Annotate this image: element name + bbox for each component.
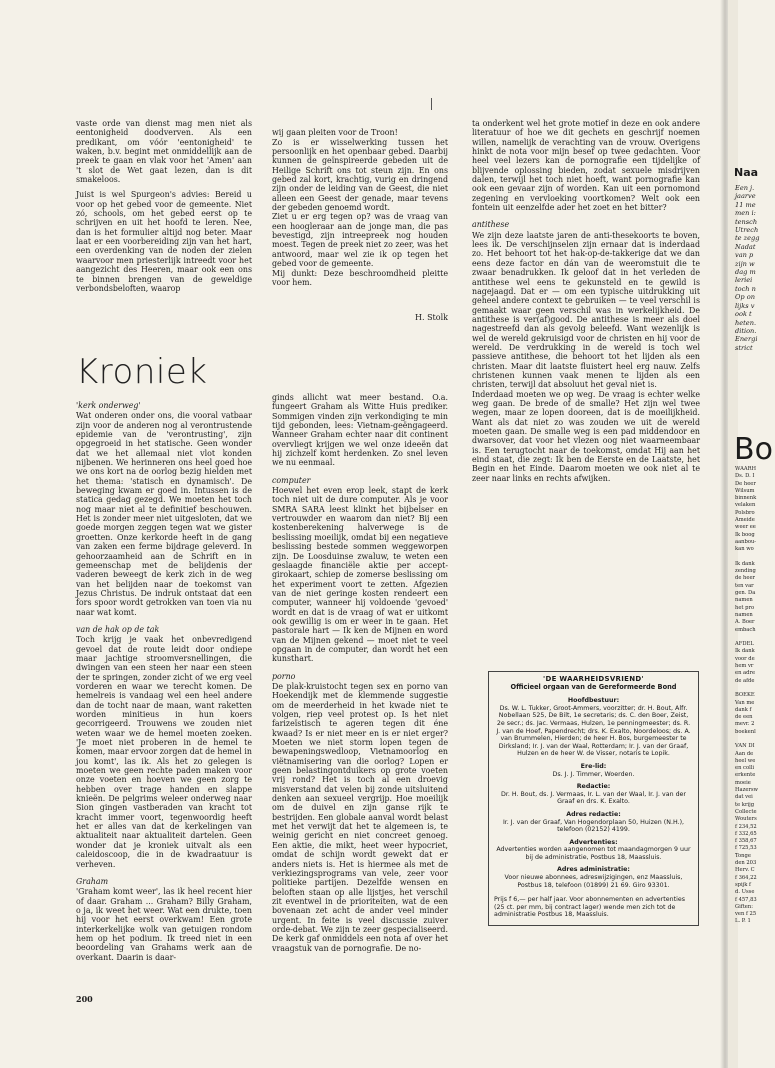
facing-page-small-line: f 358,67	[735, 838, 757, 845]
colophon-title: 'DE WAARHEIDSVRIEND'	[543, 675, 644, 683]
facing-page-small-text	[735, 466, 775, 926]
facing-page-small-line: kan wo	[735, 546, 754, 553]
facing-page-small-line: dat vei	[735, 794, 753, 801]
colophon-section-body: Ds. J. J. Timmer, Woerden.	[552, 770, 635, 778]
facing-page-small-line: voor de	[735, 655, 755, 662]
facing-page-small-line: WAARH	[735, 466, 756, 472]
kroniek-column-1	[76, 393, 252, 968]
kroniek-subheading: antithese	[472, 220, 510, 230]
kroniek-paragraph: ginds allicht wat meer bestand. O.a. fungeert Graham als Witte Huis prediker. Sommigen vinden zijn verkondiging te min tijd gebonden, lees: Vietnam-geëngageerd. Wanneer Graham echter naar dit continent overvliegt krijgen we wel onze ideeën dat hij zichzelf komt herdenken. Zo snel leven we nu eenmaal.	[272, 393, 448, 468]
colophon-section-body: Voor nieuwe abonnees, adreswijzigingen, enz Maassluis, Postbus 18, telefoon (01899) 21 69. Giro 93301.	[504, 874, 683, 889]
kroniek-column-3	[472, 119, 700, 489]
kroniek-subheading: porno	[272, 671, 296, 681]
facing-page-small-line	[735, 554, 775, 561]
kroniek-subheading: Graham	[76, 876, 109, 886]
facing-page-italic-line: toch n	[735, 284, 756, 293]
facing-page-small-line: spijk f	[735, 881, 751, 888]
facing-page-small-line: Hazersw	[735, 787, 759, 794]
kroniek-paragraph: Toch krijg je vaak het onbevredigend gevoel dat de route leidt door ondiepe maar jachtige stroomversnellingen, die dwingen van een steen her naar een steen der te springen, zonder zicht of we erg veel vorderen en waar we terecht komen. De hemelreis is vandaag wel een heel andere dan de tocht naar de maan, want raketten worden minitieus in hun koers gecorrigeerd. Trouwens we zouden niet weten waar we de hemel moeten zoeken. 'Je moet niet proberen in de hemel te komen, maar ervoor zorgen dat de hemel in jou komt', las ik. Als het zo gelegen is moeten we geen rechte paden maken voor onze voeten en hoeven we geen zorg te hebben over trage handen en slappe knieën. De pelgrims weleer onderweg naar Sion gingen vastberaden van kracht tot kracht immer voort, tegenwoordig heeft het er alles van dat de kerkelingen van aktualiteit naar aktualiteit dartelen. Geen wonder dat je kroniek uitvalt als een caleidoscoop, die in de kwadraatuur is verheven.	[76, 635, 252, 869]
kroniek-column-2	[272, 393, 448, 959]
colophon-subtitle: Officieel orgaan van de Gereformeerde Bond	[510, 682, 677, 691]
facing-page-italic-line: lijks v	[735, 301, 755, 310]
facing-page-small-line: heel we	[735, 757, 756, 764]
facing-page-italic-line: ook t	[735, 310, 752, 319]
facing-page-small-line: Aan de	[735, 750, 754, 757]
facing-page-italic-line: Op on	[735, 293, 755, 302]
facing-page-italic-line: Energi	[735, 335, 758, 344]
colophon-section-heading: Adres administratie:	[557, 866, 630, 874]
facing-page-small-line: den 203	[735, 860, 757, 867]
facing-page-italic-line: leriei	[735, 276, 753, 285]
facing-page-small-line: Ameide	[735, 517, 755, 524]
facing-page-small-line: embach	[735, 626, 756, 633]
facing-page-small-line: Ik dank	[735, 560, 755, 567]
facing-page-small-line: Tonge	[735, 852, 751, 859]
kroniek-paragraph: Hoewel het even erop leek, stapt de kerk toch niet uit de dure computer. Als je voor SMRA SARA leest klinkt het bijbelser en vertrouwder en waarom dan niet? Bij een kostenberekening halverwege is de beslissing moeilijk, omdat bij een negatieve beslissing bestede sommen weggeworpen zijn. De Loosduinse zwaluw, te weten een geslaagde financiële aktie per accept-girokaart, schiep de zomerse beslissing om het experiment voort te zetten. Afgezien van de niet geringe kosten rendeert een computer, wanneer hij voldoende 'gevoed' wordt en dat is de vraag of wat er uitkomt ook gewillig is om er weer in te gaan. Het pastorale hart — Ik ken de Mijnen en word van de Mijnen gekend — moet niet te veel opgaan in de computer, dan wordt het een kunsthart.	[272, 486, 448, 664]
facing-page-small-line: erkente	[735, 772, 756, 779]
colophon-section-body: Dr. H. Bout, ds. J. Vermaas, Ir. L. van der Waal, Ir. J. van der Graaf en drs. K. Exalto.	[500, 790, 687, 806]
article-paragraph: wij gaan pleiten voor de Troon! Zo is er wisselwerking tussen het persoonlijk en het openbaar gebed. Daarbij kunnen de geïnspireerde gebeden uit de Heilige Schrift ons tot steun zijn. En ons gebed zal kort, krachtig, vurig en dringend zijn onder de leiding van de Geest, die niet alleen een Geest der genade, maar tevens der gebeden genoemd wordt. Ziet u er erg tegen op? was de vraag van een hoogleraar aan de jonge man, die pas bevestigd, zijn intreepreek nog houden moest. Tegen de preek niet zo zeer, was het antwoord, maar wel zie ik op tegen het gebed voor de gemeente. Mij dunkt: Deze beschroomdheid pleitte voor hem.	[272, 128, 448, 287]
facing-page-small-line: Wilsum	[735, 487, 755, 494]
colophon-section-heading: Hoofdbestuur:	[567, 697, 620, 705]
article-column-2	[272, 119, 448, 331]
facing-page-small-line: aanbou-	[735, 538, 757, 545]
facing-page-italic-line: 11 me	[735, 200, 756, 209]
facing-page-italic-line: zijn w	[735, 259, 755, 268]
page-number: 200	[76, 994, 93, 1004]
kroniek-subheading: van de hak op de tak	[76, 624, 160, 634]
facing-page-small-line: Wouters	[735, 816, 757, 823]
facing-page-small-line: d. Usse	[735, 889, 755, 896]
facing-page-small-line	[735, 634, 775, 641]
colophon-section-heading: Redactie:	[576, 783, 611, 791]
facing-page-italic-text	[735, 184, 775, 352]
colophon-section-heading: Ere-lid:	[580, 762, 607, 770]
facing-page-small-line: de heer	[735, 575, 756, 582]
facing-page-italic-line: strict	[735, 343, 753, 352]
section-title-kroniek: Kroniek	[76, 352, 208, 392]
facing-page-italic-line: Utrech	[735, 226, 759, 235]
facing-page-italic-line: jaarve	[735, 192, 756, 201]
facing-page-small-line: en adre	[735, 670, 756, 677]
facing-page-small-line: moeie	[735, 779, 751, 786]
colophon-sections	[494, 697, 693, 889]
kroniek-paragraph: Wat onderen onder ons, die vooral vatbaar zijn voor de anderen nog al verontrustende epidemie van de 'verontrusting', zijn opgegroeid in het statische. Geen wonder dat we het allemaal niet vlot konden nijbenen. We herinneren ons heel goed hoe we ons kort na de oorlog bezig hielden met het thema: 'statisch en dynamisch'. De beweging kwam er goed in. Intussen is de statica gedag gezegd. We moeten het toch nog maar niet al te definitief beschouwen. Het is zonder meer niet uitgesloten, dat we goede morgen zeggen tegen wat we gister groetten. Onze kerkorde heeft in de gang van zaken een ferme bijdrage geleverd. In gehoorzaamheid aan de Schrift en in gemeenschap met de belijdenis der vaderen beweegt de kerk zich in de weg van het belijden naar de toekomst van Jezus Christus. De indruk ontstaat dat een fors spoor wordt getrokken van toen via nu naar wat komt.	[76, 411, 252, 617]
facing-page-small-line: AFDEL	[735, 641, 754, 648]
colophon-section-heading: Advertenties:	[569, 838, 618, 846]
facing-page-small-line: hem vr	[735, 663, 754, 670]
facing-page-italic-line: van p	[735, 251, 754, 260]
facing-page-small-line: A. Boer	[735, 619, 755, 626]
facing-page-small-line: Herv. C	[735, 867, 755, 874]
facing-page-small-line: De heer	[735, 480, 756, 487]
facing-page-small-line: f 457,83	[735, 896, 757, 903]
facing-page-big-heading: Bo	[734, 432, 773, 467]
facing-page-small-line: BOEKE	[735, 692, 755, 699]
facing-page-small-line: het pro	[735, 604, 755, 611]
kroniek-paragraph: ta onderkent wel het grote motief in deze en ook andere literatuur of hoe we dit gechets en geschrijf noemen willen, namelijk de verachting van de vrouw. Overigens hinkt de nota voor mijn besef op twee gedachten. Voor heel veel lezers kan de pornografie een tijdelijke of blijvende oplossing bieden, zodat sexuele misdrijven dalen, terwijl het toch niet hoeft, want pornografie kan ook een gevaar zijn of worden. Kan uit een pornomond zegening en vervloeking voortkomen? Welt ook een fontein uit eenzelfde ader het zoet en het bitter?	[472, 119, 700, 213]
facing-page-small-line: namen	[735, 611, 753, 618]
facing-page-small-line	[735, 685, 775, 692]
kroniek-paragraph: De plak-kruistocht tegen sex en porno van Hoekendijk met de klemmende suggestie om de meerderheid in het kwade niet te volgen, riep veel protest op. Is het niet farizeïstisch te ageren tegen dit éne kwaad? Is er niet meer en is er niet erger? Moeten we niet storm lopen tegen de bewapeningswedloop, Vietnamoorlog en viëtnamisering van die oorlog? Lopen er geen belastingontduikers op grote voeten vrij rond? Het is toch al een droevig misverstand dat velen bij zonde uitsluitend denken aan sexueel vergrijp. Hoe moeilijk om de duivel en zijn ganse rijk te bestrijden. Een globale aanval wordt belast met het verwijt dat het te algemeen is, te weinig gericht en niet concreet genoeg. Een aktie, die mikt, heet weer hypocriet, omdat de schijn wordt gewekt dat er anders niets is. Het is hiermee als met de verkiezingsprograms van vele, zeer voor politieke partijen. Dezelfde wensen en beloften staan op alle lijstjes, het verschil zit eventwel in de prioriteiten, wat de een bovenaan zet acht de ander veel minder urgent. In feite is veel discussie zuiver orde-debat. We zijn te zeer gespecialiseerd. De kerk gaf onmiddels een nota af over het vraagstuk van de pornografie. De no-	[272, 681, 448, 953]
facing-page-small-line: zending	[735, 568, 756, 575]
facing-page-italic-line: Nadat	[735, 242, 756, 251]
facing-page-italic-line: te zegg	[735, 234, 760, 243]
facing-page-small-line: Ds. D. I	[735, 473, 755, 480]
article-column-2-text	[272, 128, 448, 287]
facing-page-heading: Naa	[734, 166, 759, 179]
facing-page-small-line: Polsbro	[735, 509, 755, 516]
facing-page-italic-line: heten.	[735, 318, 757, 327]
kroniek-paragraph: 'Graham komt weer', las ik heel recent hier of daar. Graham ... Graham? Billy Graham, o ja, ik weet het weer. Wat een drukte, toen hij voor het eerst overkwam! Een grote interkerkelijke wolk van getuigen rondom hem op het podium. Ik treed niet in een beoordeling van Grahams werk aan de overkant. Daarin is daar-	[76, 887, 252, 962]
facing-page-small-line: VAN DI	[735, 743, 755, 750]
kroniek-subheading: computer	[272, 475, 311, 485]
facing-page-italic-line: dition.	[735, 326, 757, 335]
column-rule-mark	[431, 98, 432, 110]
facing-page-small-line: de afde	[735, 677, 755, 684]
facing-page-small-line: Ik dank	[735, 648, 755, 655]
facing-page-small-line: binnenk	[735, 495, 757, 502]
facing-page-small-line: Collecte	[735, 808, 757, 815]
facing-page-small-line: mevr. 2	[735, 721, 755, 728]
facing-page-small-line: namen	[735, 597, 753, 604]
facing-page-italic-line: men i:	[735, 209, 756, 218]
kroniek-paragraph: We zijn deze laatste jaren de anti-thesekoorts te boven, lees ik. De verschijnselen zijn ernaar dat is inderdaad zo. Het behoort tot het hak-op-de-takkerige dat we dan eens deze factor en dán van de weeromstuit die te zwaar benadrukken. Ik geloof dat in het verleden de antithese wel eens te gekunsteld en te gewild is nagejaagd. Dat er — om een typische uitdrukking uit geheel andere context te gebruiken — te veel verschil is gemaakt waar geen verschil was in werkelijkheid. De antithese is ver(af)good. De antithese is meer als doel nagestreefd dan als gevolg beleefd. Want wezenlijk is wel de wereld gekruisigd voor de christen en hij voor de wereld. De verdrukking in de wereld is toch wel passieve antithese, die behoort tot het lijden als een christen. Maar dit laatste fluistert heel erg nauw. Zelfs christenen kunnen vaak menen te lijden als een christen, terwijl dat absoluut het geval niet is. Inderdaad moeten we op weg. De vraag is echter welke weg gaan. De brede of de smalle? Het zijn wel twee wegen, maar ze lopen dooreen, dat is de moeilijkheid. Want als dat niet zo was zouden we uit de wereld moeten gaan. De smalle weg is een pad middendoor en dwarsover, dat voor het vlezen oog niet waarneembaar is. Een terugtocht naar de toekomst, omdat Hij aan het eind staat, die zegt: Ik ben de Eerste en de Laatste, het Begin en het Einde. Daarom moeten we ook niet al te zeer naar links en rechts afwijken.	[472, 230, 700, 483]
colophon-section-body: Ir. J. van der Graaf, Van Hogendorplaan 50, Huizen (N.H.), telefoon (02152) 4199.	[502, 818, 685, 834]
facing-page-small-line: ven f 25	[735, 911, 757, 918]
colophon-section-heading: Adres redactie:	[566, 810, 621, 818]
facing-page-small-line: ten var	[735, 582, 754, 589]
author-signature: H. Stolk	[415, 312, 448, 322]
facing-page-small-line: L. P. 1	[735, 918, 751, 925]
facing-page-small-line: gen. Da	[735, 590, 756, 597]
colophon-box	[488, 671, 699, 926]
facing-page-small-line: f 364,22	[735, 874, 757, 881]
facing-page-small-line: te krijg	[735, 801, 755, 808]
facing-page-small-line: velaken	[735, 502, 756, 509]
facing-page-small-line: de een	[735, 714, 753, 721]
article-paragraph: vaste orde van dienst mag men niet als eentonigheid doodverven. Als een predikant, om vóór 'eentonigheid' te waken, b.v. begint met onmiddellijk aan de preek te gaan en vlak voor het 'Amen' aan 't slot de Wet gaat lezen, dan is dit smakeloos.	[76, 119, 252, 185]
article-column-1	[76, 119, 252, 299]
facing-page-small-line: boekenl	[735, 728, 756, 735]
facing-page-small-line: f 234,52	[735, 823, 757, 830]
facing-page-italic-line: dag m	[735, 268, 756, 277]
facing-page-small-line: en colli	[735, 765, 755, 772]
facing-page-small-line	[735, 736, 775, 743]
facing-page-small-line: weer ee	[735, 524, 756, 531]
facing-page-italic-line: Een j.	[735, 184, 755, 192]
colophon-section-body: Ds. W. L. Tukker, Groot-Ammers, voorzitter; dr. H. Bout, Alfr. Nobellaan 525, De Bilt, 1e secretaris; ds. C. den Boer, Zeist, 2e secr.; ds. Jac. Vermaas, Hulzen, 1e penningmeester; ds. R. J. van de Hoef, Papendrecht; drs. K. Exalto, Noordeloos; ds. A. van Brummelen, Hierden; de heer H. Bos, burgemeester te Dirksland; Ir. J. van der Waal, Rotterdam; Ir. J. van der Graaf, Hulzen en de heer W. de Visser, notaris te Lopik.	[496, 704, 691, 758]
facing-page-small-line: Van me	[735, 699, 755, 706]
facing-page-small-line: Ik boog	[735, 531, 755, 538]
facing-page-small-line: Giften:	[735, 903, 753, 910]
facing-page-small-line: f 332,65	[735, 830, 757, 837]
facing-page-small-line: f 725,53	[735, 845, 757, 852]
colophon-price: Prijs f 6,— per half jaar. Voor abonnementen en advertenties (25 ct. per mm, bij contract lager) wende men zich tot de administratie Postbus 18, Maassluis.	[494, 896, 685, 919]
colophon-section-body: Advertenties worden aangenomen tot maandagmorgen 9 uur bij de administratie, Postbus 18, Maassluis.	[496, 846, 691, 861]
facing-page-small-line: dank f	[735, 706, 752, 713]
article-paragraph: Juist is wel Spurgeon's advies: Bereid u voor op het gebed voor de gemeente. Niet zó, schools, om het gebed eerst op te schrijven en uit het hoofd te leren. Nee, dan is het formulier altijd nog beter. Maar laat er een voorbereiding zijn van het hart, een overdenking van de noden der zielen waarvoor men priesterlijk intreedt voor het aangezicht des Heeren, maar ook een ons te binnen brengen van de geweldige verbondsbeloften, waarop	[76, 190, 252, 293]
facing-page-italic-line: tensch	[735, 217, 758, 226]
kroniek-subheading: 'kerk onderweg'	[76, 401, 141, 410]
